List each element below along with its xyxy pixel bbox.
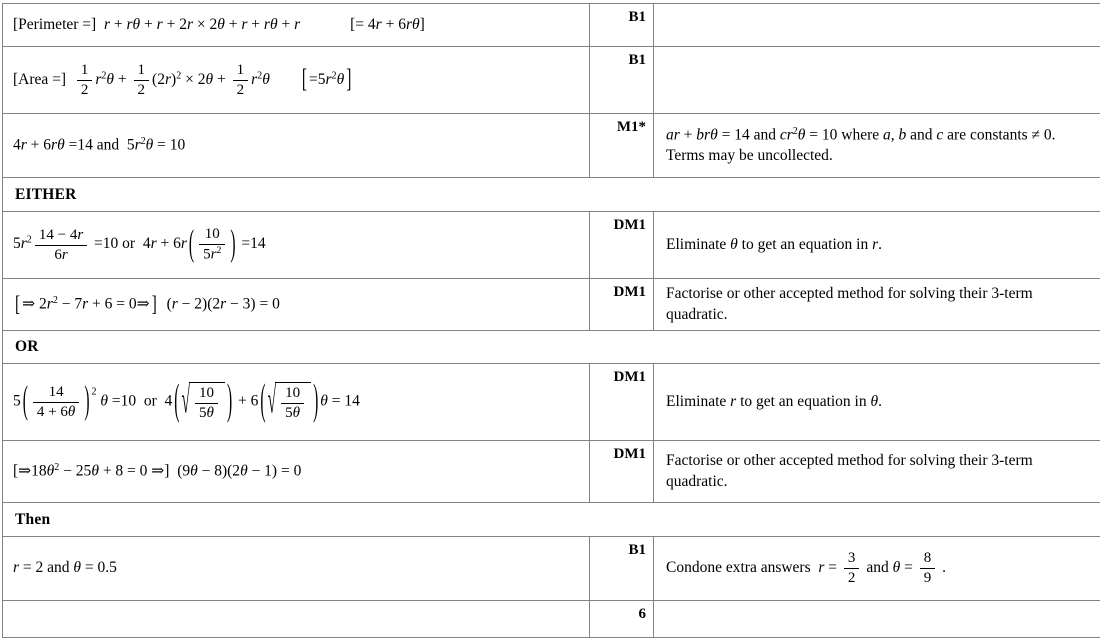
comment-text: Condone extra answers r = $\frac{3}{2}$ and θ = $\frac{8}{9}$ . — [666, 550, 946, 586]
mark-cell: M1* — [589, 114, 654, 177]
table-row — [3, 441, 1100, 503]
section-row — [3, 503, 1100, 537]
mark-cell: DM1 — [589, 212, 654, 278]
table-row — [3, 537, 1100, 601]
math-expression: 4r + 6rθ =14 and $5r^2\theta = 10$ — [13, 136, 186, 154]
working-cell — [3, 364, 589, 440]
table-row — [3, 279, 1100, 331]
working-cell — [3, 601, 589, 637]
section-label: EITHER — [15, 185, 77, 203]
working-cell — [3, 4, 589, 46]
working-cell — [3, 441, 589, 502]
table-row — [3, 212, 1100, 279]
comment-cell — [654, 364, 1100, 440]
comment-cell — [654, 279, 1100, 330]
table-row — [3, 114, 1100, 178]
math-expression: [Area =] $\frac{1}{2}$ $r^2\theta$ + $\frac{1}{2}$ $(2r)^2 \times 2\theta$ + $\frac{1}{2}$ $r^2\theta$ [ $=5r^2\theta$ ] — [13, 61, 352, 98]
math-expression: [Perimeter =] r + rθ + r + 2r × 2θ + r + rθ + r [= 4r + 6rθ] — [13, 15, 425, 33]
table-row — [3, 4, 1100, 47]
comment-cell — [654, 441, 1100, 502]
comment-cell — [654, 4, 1100, 46]
comment-cell — [654, 114, 1100, 177]
mark-cell: DM1 — [589, 279, 654, 330]
math-expression: 5 ( $\frac{14}{4 + 6\theta}$ ) $^2$ θ =10 or 4 ( √ $\frac{10}{5\theta}$ ) + 6 ( √ $\frac{10}{5\theta}$ ) θ = 14 — [13, 377, 360, 426]
working-cell — [3, 212, 589, 278]
math-expression: r = 2 and θ = 0.5 — [13, 559, 117, 577]
working-cell — [3, 114, 589, 177]
mark-cell: B1 — [589, 47, 654, 113]
working-cell — [3, 537, 589, 600]
comment-text: Factorise or other accepted method for solving their 3-term quadratic. — [666, 452, 1033, 490]
table-row — [3, 364, 1100, 441]
comment-cell — [654, 47, 1100, 113]
math-expression: [$\Rightarrow 18\theta^2 - 25\theta + 8 = 0$ ⇒] (9θ − 8)(2θ − 1) = 0 — [13, 462, 302, 480]
comment-text: Eliminate r to get an equation in θ. — [666, 392, 882, 410]
working-cell — [3, 47, 589, 113]
mark-cell: B1 — [589, 4, 654, 46]
math-expression: $5r^2$ $\frac{14 - 4r}{6r}$ =10 or 4r + 6r ( $\frac{10}{5r^2}$ ) =14 — [13, 224, 266, 265]
mark-cell: B1 — [589, 537, 654, 600]
comment-cell — [654, 212, 1100, 278]
table-row — [3, 47, 1100, 114]
mark-cell: DM1 — [589, 441, 654, 502]
square-root: √ $\frac{10}{5\theta}$ — [268, 382, 312, 422]
comment-text: Factorise or other accepted method for solving their 3-term quadratic. — [666, 285, 1033, 323]
section-label: OR — [15, 338, 39, 355]
comment-cell — [654, 537, 1100, 600]
comment-text: ar + brθ = 14 and $cr^2\theta = 10$ where a, b and c are constants ≠ 0. Terms may be uncollected. — [666, 126, 1056, 164]
comment-text: Eliminate θ to get an equation in r. — [666, 235, 882, 253]
section-row — [3, 178, 1100, 212]
comment-cell — [654, 601, 1100, 637]
math-expression: [ ⇒ $2r^2 - 7r + 6$ = 0⇒ ] (r − 2)(2r − 3) = 0 — [15, 292, 280, 318]
table-row — [3, 601, 1100, 638]
mark-cell: 6 — [589, 601, 654, 637]
mark-scheme-table — [2, 3, 1100, 638]
working-cell — [3, 279, 589, 330]
section-label: Then — [15, 510, 51, 528]
section-row — [3, 331, 1100, 364]
square-root: √ $\frac{10}{5\theta}$ — [181, 382, 225, 422]
mark-cell: DM1 — [589, 364, 654, 440]
